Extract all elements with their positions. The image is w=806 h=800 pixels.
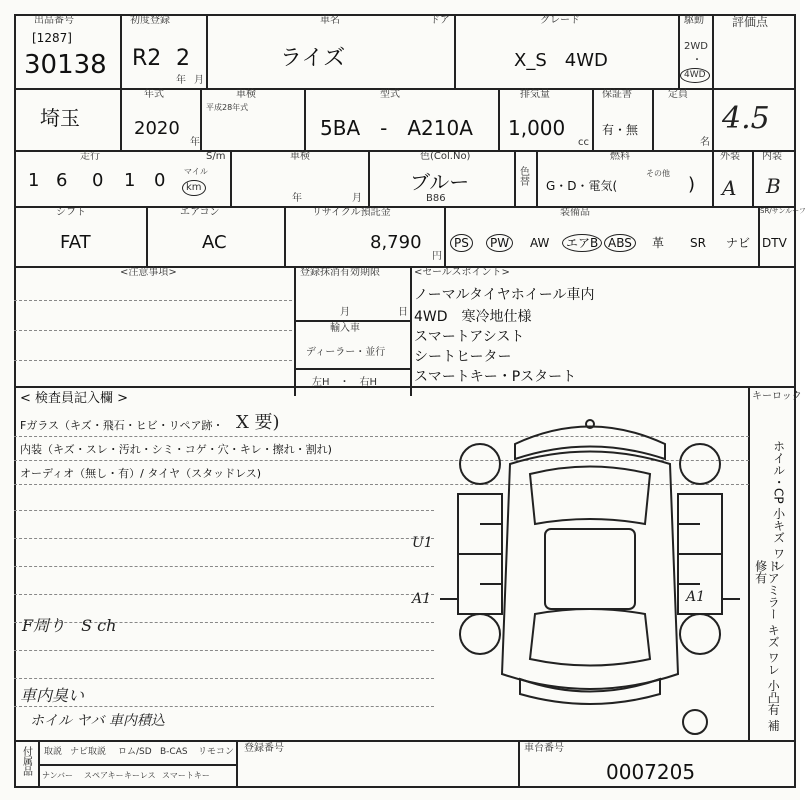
exterior-grade: A: [722, 176, 737, 200]
displacement-label: 排気量: [520, 89, 550, 100]
model-year-unit: 年: [190, 137, 200, 148]
region: 埼玉: [40, 106, 80, 130]
model-code: 5BA - A210A: [320, 116, 473, 140]
interior-grade: B: [766, 174, 781, 198]
shaken-year-unit: 年: [292, 193, 302, 204]
first-reg-month: 2: [176, 46, 190, 71]
lot-bracket: [1287]: [32, 31, 72, 45]
odo-digit: 0: [154, 170, 166, 191]
handwritten-wheel-note: ホイル ヤバ 車内積込: [30, 713, 165, 729]
yen-unit: 円: [432, 251, 442, 262]
accessory-item: ロム/SD: [118, 747, 152, 757]
aircon-value: AC: [202, 232, 227, 253]
fuel-close: ): [688, 174, 696, 195]
shaken-label: 車検: [290, 151, 310, 162]
fuel-value: G・D・電気(: [546, 179, 618, 193]
car-name: ライズ: [280, 46, 346, 71]
drive-2wd: 2WD: [684, 41, 708, 52]
model-year-label: 年式: [144, 89, 164, 100]
first-reg-era-year: R2: [132, 46, 162, 71]
shift-label: シフト: [56, 207, 86, 218]
accessories-side-label: 付属品: [20, 746, 32, 776]
model-type-label: 型式: [380, 89, 400, 100]
odometer-unit-mile: マイル: [184, 167, 208, 176]
inspection-label: 車検: [236, 89, 256, 100]
handle-label: 左H ・ 右H: [312, 377, 378, 388]
accessory-item: リモコン: [198, 747, 235, 757]
accessory-item: ナンバー: [42, 771, 74, 780]
month-unit: 月: [194, 75, 204, 86]
odometer-flag-label: S/m: [206, 151, 226, 162]
chassis-number: 0007205: [606, 760, 696, 784]
grade-value: X_S 4WD: [514, 50, 608, 71]
equipment-sunroof: SR: [690, 236, 706, 250]
windshield-mark: X 要): [236, 412, 280, 433]
displacement: 1,000: [508, 116, 566, 140]
handwritten-odor-note: 車内臭い: [20, 686, 85, 705]
drive-label: 駆動: [684, 15, 704, 26]
caution-label: <注意事項>: [120, 267, 177, 278]
accessory-item: ナビ取説: [70, 747, 107, 757]
recycle-label: リサイクル預託金: [312, 207, 391, 218]
registration-number-label: 登録番号: [244, 743, 284, 754]
equipment-navi: ナビ: [726, 236, 751, 250]
registration-expiry-label: 登録抹消有効期限: [300, 267, 380, 278]
grade-label: グレード: [540, 15, 580, 26]
equipment-airbag-circled: エアB: [562, 234, 602, 252]
capacity-label: 定員: [668, 89, 688, 100]
drive-separator: ・: [692, 55, 702, 66]
interior-label: 内装: [762, 151, 782, 162]
handwritten-front-note: F周り S ch: [22, 616, 117, 635]
car-name-label: 車名: [320, 15, 340, 26]
odometer-label: 走行: [80, 151, 100, 162]
accessory-item: スペアキー: [84, 771, 124, 780]
odometer-unit-circled: km: [182, 180, 206, 196]
expiry-day-unit: 日: [398, 307, 408, 318]
lot-number-label: 出品番号: [34, 15, 74, 26]
inspection-sub: 平成28年式: [206, 103, 249, 112]
color-value: ブルー: [410, 170, 470, 194]
equipment-aw: AW: [530, 236, 550, 250]
door-label: ドア: [430, 15, 450, 26]
capacity-unit: 名: [700, 137, 710, 148]
interior-line: 内装（キズ・スレ・汚れ・シミ・コゲ・穴・キレ・擦れ・割れ): [20, 443, 332, 456]
color-label: 色(Col.No): [420, 151, 471, 162]
color-code: B86: [426, 193, 446, 204]
fuel-label: 燃料: [610, 151, 630, 162]
mark-left-top: U1: [412, 535, 433, 551]
year-unit: 年: [176, 75, 186, 86]
lot-number: 30138: [24, 50, 107, 80]
mark-right-mid: A1: [686, 589, 706, 605]
accessory-item: スマートキー: [162, 771, 210, 780]
shift-value: FAT: [60, 232, 91, 253]
expiry-month-unit: 月: [340, 307, 350, 318]
exterior-label: 外装: [720, 151, 740, 162]
sales-point: シートヒーター: [414, 349, 512, 365]
mark-left-mid: A1: [412, 591, 432, 607]
sales-point: スマートキー・Pスタート: [414, 369, 577, 385]
accessory-item: 取説: [44, 747, 63, 757]
sales-point: ノーマルタイヤホイール車内: [414, 287, 595, 303]
model-year: 2020: [134, 118, 180, 139]
odo-digit: 1: [28, 170, 40, 191]
equipment-ps-circled: PS: [450, 234, 473, 252]
score-label: 評価点: [732, 15, 769, 29]
odo-digit: 0: [92, 170, 104, 191]
audio-tire-line: オーディオ（無し・有）/ タイヤ（スタッドレス): [20, 467, 262, 480]
equipment-dtv: DTV: [762, 236, 787, 250]
windshield-line: Fガラス（キズ・飛石・ヒビ・リペア跡・: [20, 419, 224, 432]
warranty-value: 有・無: [602, 123, 639, 137]
sales-point: スマートアシスト: [414, 329, 525, 345]
recycle-value: 8,790: [370, 232, 422, 253]
shaken-month-unit: 月: [352, 193, 362, 204]
accessory-item: キーレス: [124, 771, 156, 780]
car-damage-diagram: [440, 404, 740, 734]
accessory-item: B-CAS: [160, 747, 188, 757]
import-label: 輸入車: [330, 323, 360, 334]
dealer-label: ディーラー・並行: [306, 347, 386, 358]
chassis-number-label: 車台番号: [524, 743, 564, 754]
odo-digit: 6: [56, 170, 68, 191]
aircon-label: エアコン: [180, 207, 220, 218]
side-label-mirror: ドアミラー キズ ワレ 小凸有 補修有: [753, 560, 781, 732]
fuel-other: その他: [646, 169, 670, 178]
sales-points-label: <セールスポイント>: [414, 267, 510, 278]
overall-score: 4.5: [722, 101, 770, 136]
sales-point: 4WD 寒冷地仕様: [414, 309, 532, 325]
side-label-wheel: ホイル・CP 小キズ ワレ: [771, 440, 786, 572]
sunroof-corner: SR/サンルーフ: [760, 207, 806, 215]
first-registration-label: 初度登録: [130, 15, 170, 26]
warranty-label: 保証書: [602, 89, 632, 100]
repaint-label: 色替: [520, 167, 530, 188]
inspector-section-label: < 検査員記入欄 >: [20, 391, 129, 406]
drive-4wd-circled: 4WD: [680, 68, 710, 83]
odo-digit: 1: [124, 170, 136, 191]
equipment-label: 装備品: [560, 207, 590, 218]
equipment-leather: 革: [652, 236, 665, 250]
equipment-abs-circled: ABS: [604, 234, 636, 252]
equipment-pw-circled: PW: [486, 234, 513, 252]
cc-unit: cc: [578, 137, 589, 148]
keylock-label: キーロック: [752, 391, 802, 402]
